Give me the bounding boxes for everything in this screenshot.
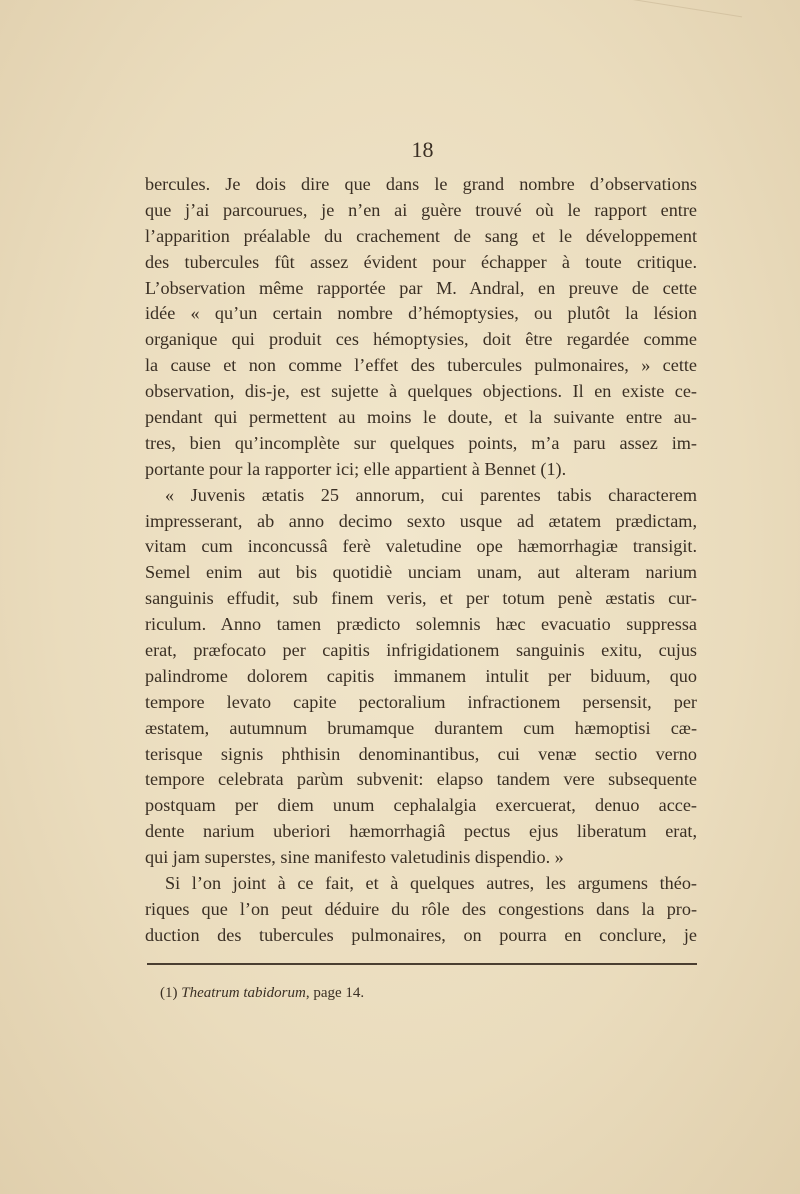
footnote-rule [147,963,697,965]
text-line: dente narium uberiori hæmorrhagiâ pectus ejus liberatum erat, [145,821,697,842]
footnote [160,985,364,1002]
text-line: tempore celebrata parùm subvenit: elapso tandem vere subsequente [145,769,697,790]
text-line: Si l’on joint à ce fait, et à quelques autres, les argumens théo- [165,873,697,894]
text-line: organique qui produit ces hémoptysies, doit être regardée comme [145,329,697,350]
body-text [145,172,697,949]
footnote-title: Theatrum tabidorum [181,985,306,1001]
text-line: portante pour la rapporter ici; elle appartient à Bennet (1). [145,458,567,479]
text-line: palindrome dolorem capitis immanem intulit per biduum, quo [145,665,697,686]
text-line: observation, dis-je, est sujette à quelques objections. Il en existe ce- [145,381,697,402]
text-line: vitam cum inconcussâ ferè valetudine ope hæmorrhagiæ transigit. [145,536,697,557]
text-line: erat, præfocato per capitis infrigidationem sanguinis exitu, cujus [145,640,697,661]
text-line: impresserant, ab anno decimo sexto usque ad ætatem prædictam, [145,510,697,531]
text-line: idée « qu’un certain nombre d’hémoptysies, ou plutôt la lésion [145,303,697,324]
text-line: æstatem, autumnum brumamque durantem cum hæmoptisi cæ- [145,717,697,738]
text-line: bercules. Je dois dire que dans le grand nombre d’observations [145,174,697,194]
footnote-rest: , page 14. [305,985,365,1001]
text-line: tempore levato capite pectoralium infractionem persensit, per [145,691,697,712]
text-line: des tubercules fût assez évident pour échapper à toute critique. [145,251,697,272]
text-line: riques que l’on peut déduire du rôle des congestions dans la pro- [145,898,697,919]
footnote-marker: (1) [160,985,178,1001]
text-line: sanguinis effudit, sub finem veris, et per totum penè æstatis cur- [145,588,697,609]
text-line: « Juvenis ætatis 25 annorum, cui parentes tabis characterem [165,484,697,505]
text-line: l’apparition préalable du crachement de sang et le développement [145,225,697,246]
text-line: tres, bien qu’incomplète sur quelques points, m’a paru assez im- [145,432,697,453]
text-line: pendant qui permettent au moins le doute, et la suivante entre au- [145,407,697,428]
text-line: que j’ai parcourues, je n’en ai guère trouvé où le rapport entre [145,199,697,220]
text-line: terisque signis phthisin denominantibus, cui venæ sectio verno [145,743,697,764]
text-line: qui jam superstes, sine manifesto valetudinis dispendio. » [145,847,564,868]
page-blemish [558,0,742,57]
text-line: L’observation même rapportée par M. Andral, en preuve de cette [145,277,697,298]
text-line: duction des tubercules pulmonaires, on pourra en conclure, je [145,924,697,945]
text-line: Semel enim aut bis quotidiè unciam unam, aut alteram narium [145,562,697,583]
text-line: la cause et non comme l’effet des tubercules pulmonaires, » cette [145,355,697,376]
text-line: postquam per diem unum cephalalgia exercuerat, denuo acce- [145,795,697,816]
text-line: riculum. Anno tamen prædicto solemnis hæc evacuatio suppressa [145,614,697,635]
page-number: 18 [411,137,434,162]
